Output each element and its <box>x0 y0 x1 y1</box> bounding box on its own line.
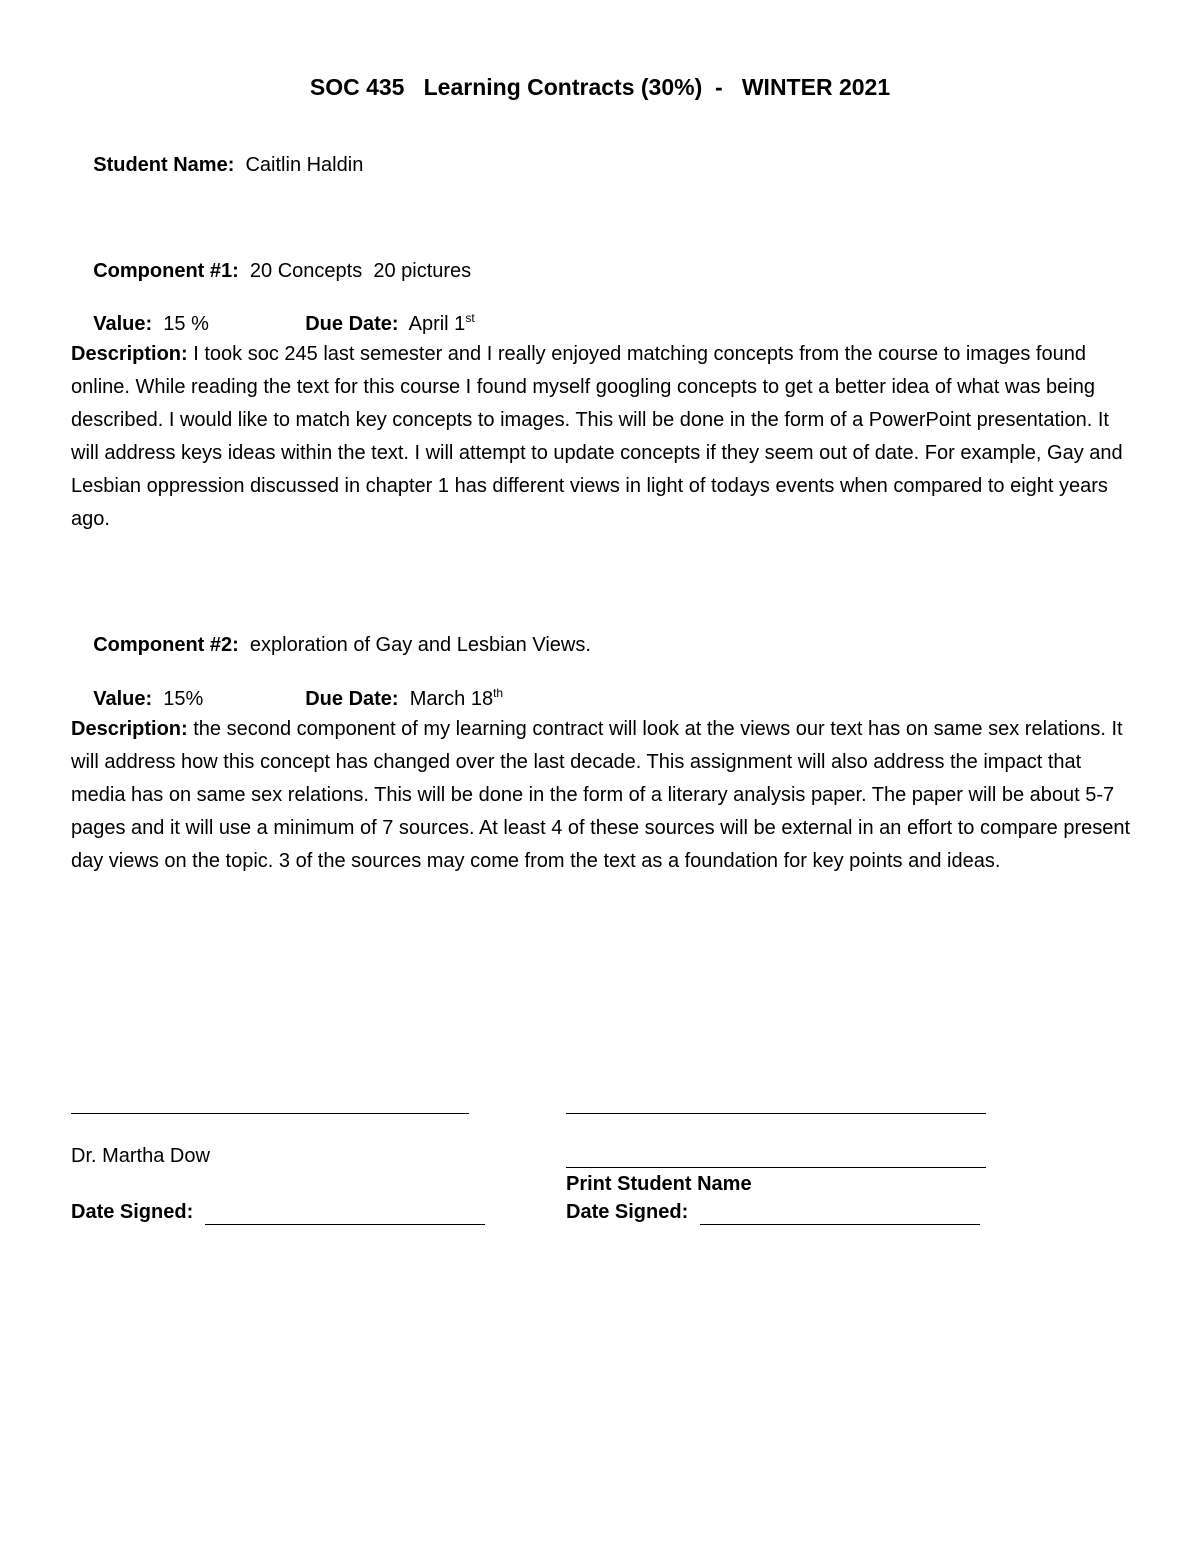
component1-description-label: Description: <box>71 343 188 365</box>
print-student-name-line <box>566 1167 986 1168</box>
print-student-name-label: Print Student Name <box>566 1173 752 1195</box>
student-name-line <box>71 131 363 200</box>
component2-value-label: Value: <box>93 688 153 710</box>
component1-title: 20 Concepts 20 pictures <box>249 260 472 282</box>
student-name-value: Caitlin Haldin <box>245 154 364 176</box>
student-signature-line <box>566 1113 986 1114</box>
component1-due-label: Due Date: <box>305 313 399 335</box>
component2-title: exploration of Gay and Lesbian Views. <box>249 634 591 656</box>
component2-description-text: the second component of my learning contract will look at the views our text has on same sex relations. It will address how this concept has changed over the last decade. This assignment will also address the impact that media has on same sex relations. This will be done in the form of a literary analysis paper. The paper will be about 5-7 pages and it will use a minimum of 7 sources. At least 4 of these sources will be external in an effort to compare present day views on the topic. 3 of the sources may come from the text as a foundation for key points and ideas. <box>71 718 1131 872</box>
component2-description <box>71 713 1131 878</box>
student-date-line <box>700 1224 980 1225</box>
component1-description <box>71 338 1131 536</box>
instructor-date-signed-label: Date Signed: <box>71 1201 194 1223</box>
component1-due-suffix: st <box>465 311 475 325</box>
component2-due-suffix: th <box>493 686 504 700</box>
component2-due-date: March 18 <box>409 688 494 710</box>
component2-label: Component #2: <box>93 634 239 656</box>
instructor-signature-line <box>71 1113 469 1114</box>
student-name-label: Student Name: <box>93 154 235 176</box>
component1-label: Component #1: <box>93 260 239 282</box>
instructor-name: Dr. Martha Dow <box>71 1145 210 1167</box>
document-title: SOC 435 Learning Contracts (30%) - WINTER 2021 <box>309 74 891 100</box>
student-date-signed-label: Date Signed: <box>566 1201 689 1223</box>
component1-value-label: Value: <box>93 313 153 335</box>
component2-description-label: Description: <box>71 718 188 740</box>
component2-value: 15% <box>163 688 204 710</box>
component1-value: 15 % <box>163 313 209 335</box>
component1-due-date: April 1 <box>408 313 466 335</box>
component1-description-text: I took soc 245 last semester and I really enjoyed matching concepts from the course to images found online. While reading the text for this course I found myself googling concepts to get a better idea of what was being described. I would like to match key concepts to images. This will be done in the form of a PowerPoint presentation. It will address keys ideas within the text. I will attempt to update concepts if they seem out of date. For example, Gay and Lesbian oppression discussed in chapter 1 has different views in light of todays events when compared to eight years ago. <box>71 343 1123 530</box>
instructor-date-line <box>205 1224 485 1225</box>
component2-due-label: Due Date: <box>305 688 399 710</box>
